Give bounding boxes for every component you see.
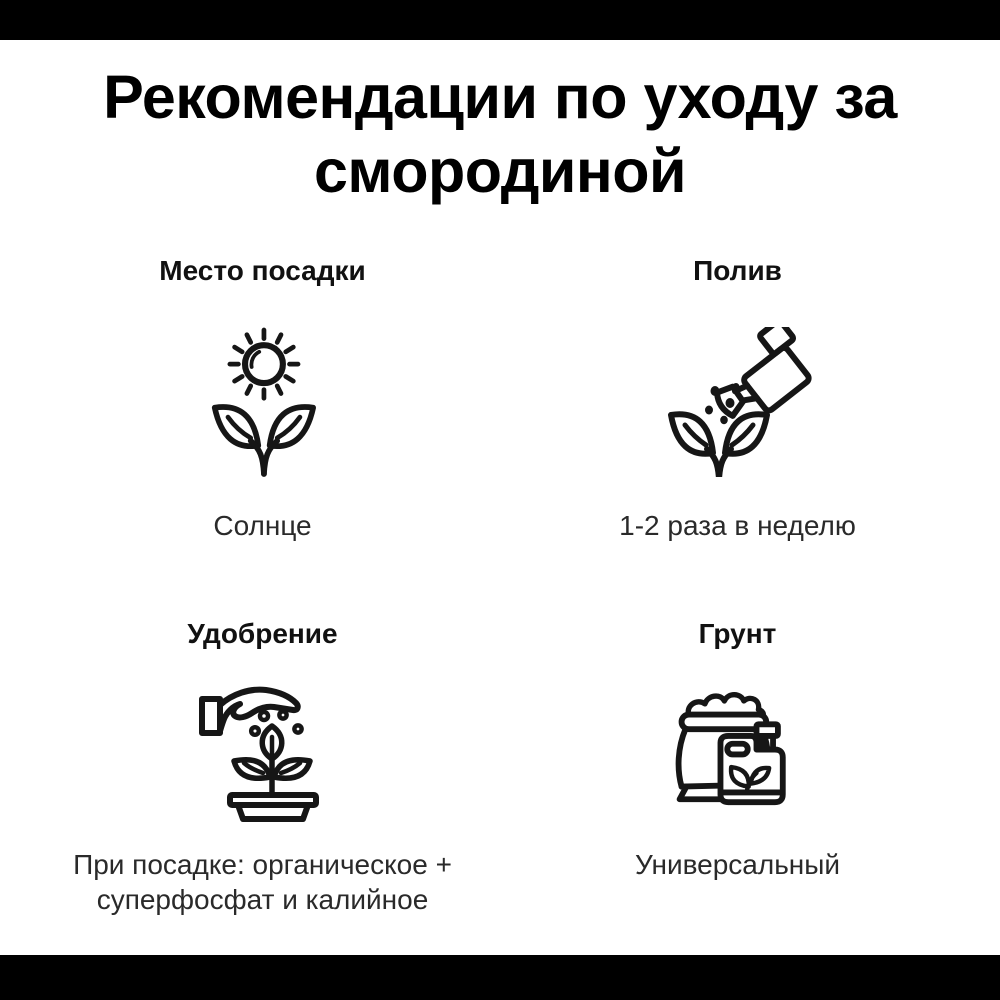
top-letterbox-bar [0,0,1000,40]
section-watering [500,253,975,544]
section-caption: 1-2 раза в неделю [619,509,856,541]
bottom-letterbox-bar [0,955,1000,1000]
section-caption: При посадке: органическое + суперфосфат и калийное [73,848,452,916]
section-caption: Универсальный [634,848,841,880]
icon-box [192,316,334,488]
section-planting-place [25,253,500,544]
icon-box [663,316,813,488]
icon-box [665,679,811,827]
watering-can-icon [663,327,813,477]
section-fertilizer [25,616,500,919]
section-heading: Полив [693,254,782,286]
section-soil [500,616,975,919]
hand-fertilizer-icon [188,683,338,823]
recommendations-grid [25,253,975,918]
icon-box [188,679,338,827]
sun-plant-icon [192,319,334,485]
soil-bag-icon [665,687,811,819]
page-title: Рекомендации по уходу за смородиной [103,63,897,206]
section-caption: Солнце [213,509,312,541]
section-heading: Грунт [698,617,777,649]
section-heading: Удобрение [187,617,338,649]
section-heading: Место посадки [159,254,366,286]
